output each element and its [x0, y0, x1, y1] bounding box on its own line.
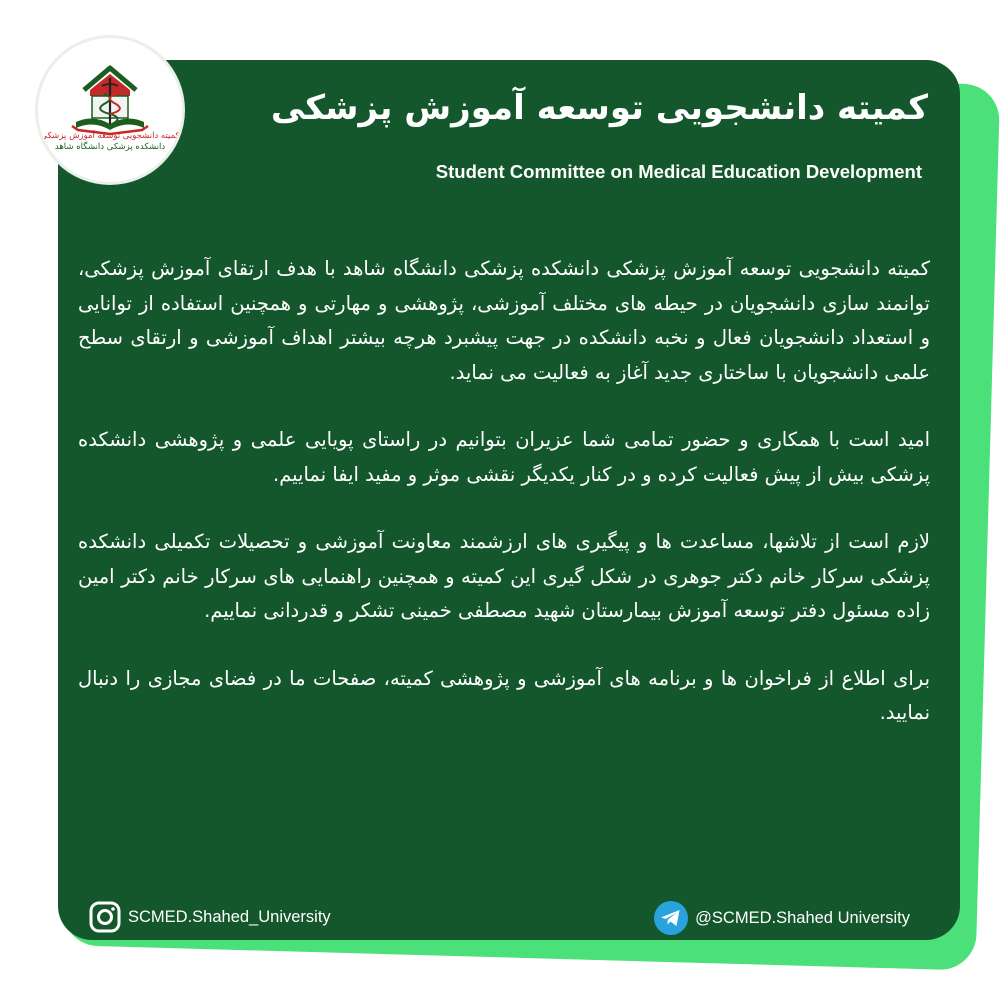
telegram-handle[interactable]: @SCMED.Shahed University [695, 908, 910, 927]
medical-book-caduceus-logo-icon [38, 38, 182, 182]
committee-logo [38, 38, 182, 182]
page-title-english: Student Committee on Medical Education Development [435, 161, 922, 182]
telegram-link[interactable] [653, 900, 910, 936]
page-title-persian: کمیته دانشجویی توسعه آموزش پزشکی [270, 88, 928, 128]
telegram-icon [653, 900, 689, 936]
logo-text-line-2: دانشکده پزشکی دانشگاه شاهد [54, 142, 166, 152]
logo-text-line-1: کمیته دانشجویی توسعه آموزش پزشکی [40, 131, 180, 141]
instagram-link[interactable] [88, 900, 331, 934]
paragraph-hope: امید است با همکاری و حضور تمامی شما عزیران بتوانیم در راستای پویایی علمی و پژوهشی دانشکده پزشکی بیش از پیش فعالیت کرده و در کنار یکدیگر نقشی موثر و مفید ایفا نماییم. [78, 428, 930, 486]
instagram-handle[interactable]: SCMED.Shahed_University [128, 907, 331, 926]
paragraph-thanks: لازم است از تلاشها، مساعدت ها و پیگیری های ارزشمند معاونت آموزشی و تحصیلات تکمیلی دانشکده پزشکی سرکار خانم دکتر جوهری در شکل گیری این کمیته و همچنین راهنمایی های سرکار خانم دکتر امین زاده مسئول دفتر توسعه آموزش بیمارستان شهید مصطفی خمینی تشکر و قدردانی نماییم. [78, 530, 930, 622]
instagram-icon [88, 900, 122, 934]
paragraph-follow: برای اطلاع از فراخوان ها و برنامه های آموزشی و پژوهشی کمیته، صفحات ما در فضای مجازی را دنبال نمایید. [78, 666, 930, 724]
body-text [78, 252, 930, 764]
paragraph-intro: کمیته دانشجویی توسعه آموزش پزشکی دانشکده پزشکی دانشگاه شاهد با هدف ارتقای آموزش پزشکی، توانمند سازی دانشجویان در حیطه های مختلف آموزشی، پژوهشی و مهارتی و همچنین استفاده از توانایی و استعداد دانشجویان فعال و نخبه دانشکده در جهت پیشبرد هرچه بیشتر اهداف آموزشی و ارتقای سطح علمی دانشجویان با ساختاری جدید آغاز به فعالیت می نماید. [78, 257, 930, 384]
